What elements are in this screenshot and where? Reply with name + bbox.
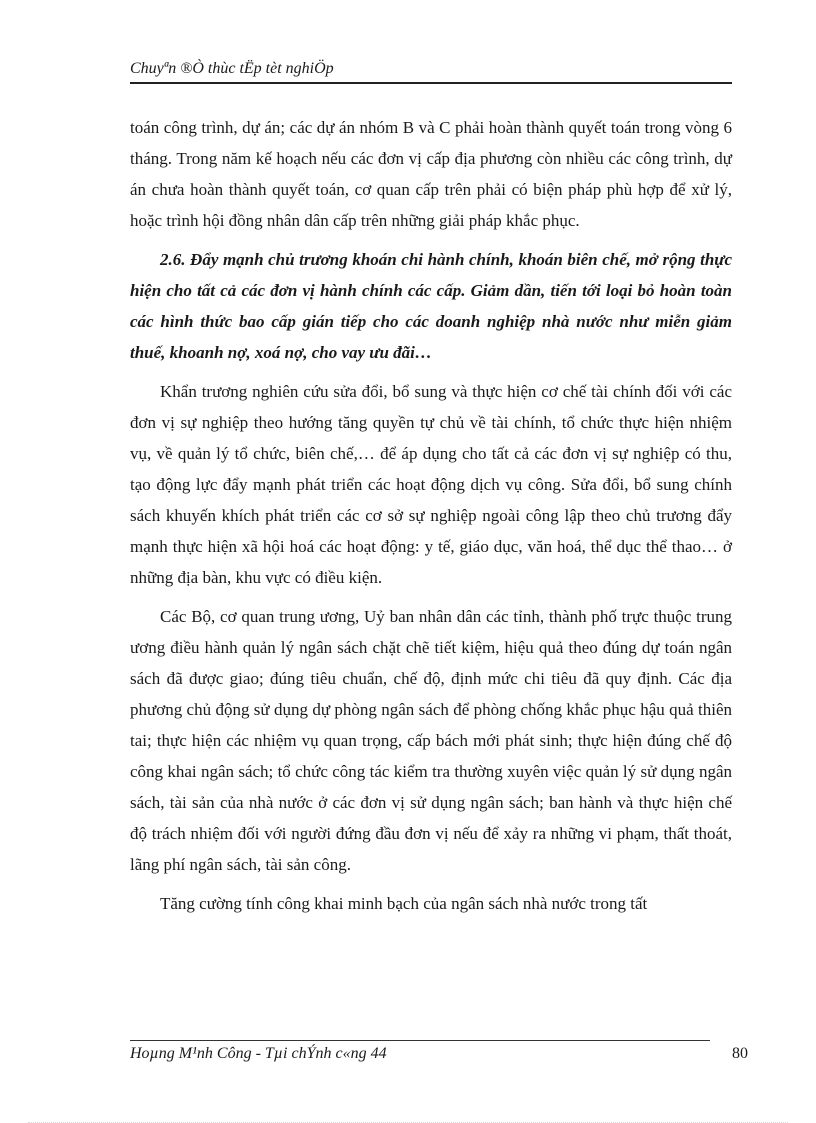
header-title: Chuyªn ®Ò thùc tËp tèt nghiÖp bbox=[130, 60, 334, 77]
footer-author: Hoµng M¹nh Công - Tµi chÝnh c«ng 44 bbox=[130, 1045, 387, 1062]
paragraph-4: Tăng cường tính công khai minh bạch của ngân sách nhà nước trong tất bbox=[160, 894, 648, 913]
paragraph-1: toán công trình, dự án; các dự án nhóm B và C phải hoàn thành quyết toán trong vòng 6 tháng. Trong năm kế hoạch nếu các đơn vị cấp địa phương còn nhiều các công trình, dự án chưa hoàn thành quyết toán, cơ quan cấp trên phải có biện pháp phù hợp để xử lý, hoặc trình hội đồng nhân dân cấp trên những giải pháp khắc phục. bbox=[130, 118, 732, 230]
page-header bbox=[130, 58, 732, 84]
footer-divider bbox=[130, 1040, 710, 1041]
page-body bbox=[130, 112, 732, 919]
paragraph-3: Các Bộ, cơ quan trung ương, Uỷ ban nhân dân các tỉnh, thành phố trực thuộc trung ương điều hành quản lý ngân sách chặt chẽ tiết kiệm, hiệu quả theo đúng dự toán ngân sách đã được giao; đúng tiêu chuẩn, chế độ, định mức chi tiêu đã quy định. Các địa phương chủ động sử dụng dự phòng ngân sách để phòng chống khắc phục hậu quả thiên tai; thực hiện các nhiệm vụ quan trọng, cấp bách mới phát sinh; thực hiện đúng chế độ công khai ngân sách; tổ chức công tác kiểm tra thường xuyên việc quản lý sử dụng ngân sách, tài sản của nhà nước ở các đơn vị sử dụng ngân sách; ban hành và thực hiện chế độ trách nhiệm đối với người đứng đầu đơn vị nếu để xảy ra những vi phạm, thất thoát, lãng phí ngân sách, tài sản công. bbox=[130, 607, 732, 874]
section-heading: 2.6. Đẩy mạnh chủ trương khoán chi hành chính, khoán biên chế, mở rộng thực hiện cho tất cả các đơn vị hành chính các cấp. Giảm dần, tiến tới loại bỏ hoàn toàn các hình thức bao cấp gián tiếp cho các doanh nghiệp nhà nước như miễn giảm thuế, khoanh nợ, xoá nợ, cho vay ưu đãi… bbox=[130, 250, 732, 362]
page-number: 80 bbox=[732, 1045, 748, 1062]
paragraph-2: Khẩn trương nghiên cứu sửa đổi, bổ sung và thực hiện cơ chế tài chính đối với các đơn vị sự nghiệp theo hướng tăng quyền tự chủ về tài chính, tổ chức thực hiện nhiệm vụ, về quản lý tổ chức, biên chế,… để áp dụng cho tất cả các đơn vị sự nghiệp có thu, tạo động lực đẩy mạnh phát triển các hoạt động dịch vụ công. Sửa đổi, bổ sung chính sách khuyến khích phát triển các cơ sở sự nghiệp ngoài công lập theo chủ trương đẩy mạnh thực hiện xã hội hoá các hoạt động: y tế, giáo dục, văn hoá, thể dục thể thao… ở những địa bàn, khu vực có điều kiện. bbox=[130, 382, 732, 587]
